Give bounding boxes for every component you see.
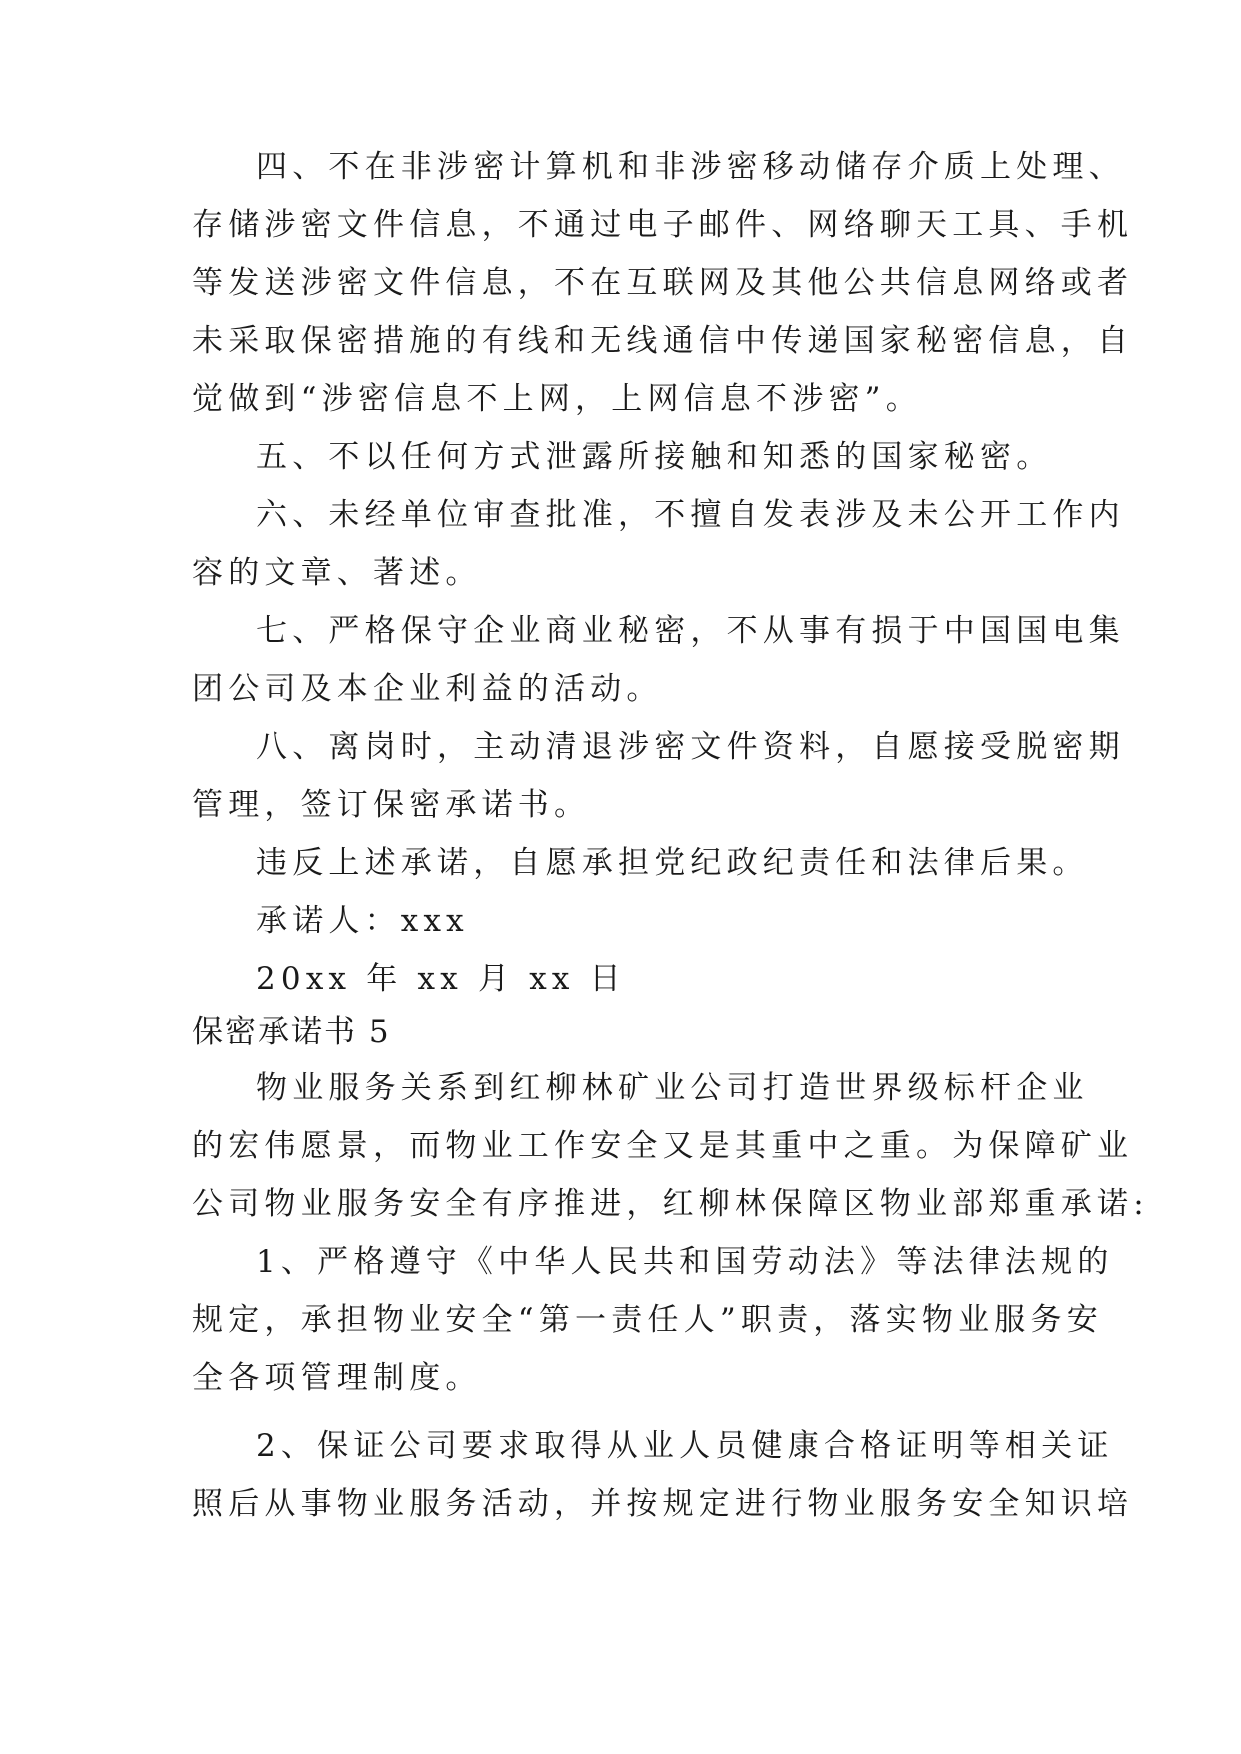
paragraph-line: 1、严格遵守《中华人民共和国劳动法》等法律法规的 — [256, 1244, 1114, 1280]
paragraph-line: 公司物业服务安全有序推进，红柳林保障区物业部郑重承诺: — [192, 1186, 1149, 1222]
paragraph-line: 等发送涉密文件信息，不在互联网及其他公共信息网络或者 — [192, 265, 1134, 301]
paragraph-line: 六、未经单位审查批准，不擅自发表涉及未公开工作内 — [256, 497, 1125, 533]
paragraph-line: 五、不以任何方式泄露所接触和知悉的国家秘密。 — [256, 439, 1053, 475]
signer-line: 承诺人：xxx — [256, 903, 469, 939]
paragraph-line: 存储涉密文件信息，不通过电子邮件、网络聊天工具、手机 — [192, 207, 1134, 243]
paragraph-line: 容的文章、著述。 — [192, 555, 482, 591]
paragraph-line: 违反上述承诺，自愿承担党纪政纪责任和法律后果。 — [256, 845, 1089, 881]
paragraph-line: 未采取保密措施的有线和无线通信中传递国家秘密信息，自 — [192, 323, 1134, 359]
paragraph-line: 八、离岗时，主动清退涉密文件资料，自愿接受脱密期 — [256, 729, 1125, 765]
paragraph-line: 团公司及本企业利益的活动。 — [192, 671, 663, 707]
date-line: 20xx 年 xx 月 xx 日 — [256, 961, 626, 997]
paragraph-line: 的宏伟愿景，而物业工作安全又是其重中之重。为保障矿业 — [192, 1128, 1134, 1164]
paragraph-line: 管理，签订保密承诺书。 — [192, 787, 591, 823]
paragraph-line: 2、保证公司要求取得从业人员健康合格证明等相关证 — [256, 1428, 1114, 1464]
paragraph-line: 物业服务关系到红柳林矿业公司打造世界级标杆企业 — [256, 1070, 1089, 1106]
paragraph-line: 照后从事物业服务活动，并按规定进行物业服务安全知识培 — [192, 1486, 1134, 1522]
paragraph-line: 规定，承担物业安全“第一责任人”职责，落实物业服务安 — [192, 1302, 1103, 1338]
paragraph-line: 七、严格保守企业商业秘密，不从事有损于中国国电集 — [256, 613, 1125, 649]
paragraph-line: 全各项管理制度。 — [192, 1360, 482, 1396]
paragraph-line: 四、不在非涉密计算机和非涉密移动储存介质上处理、 — [256, 149, 1125, 185]
paragraph-line: 觉做到“涉密信息不上网，上网信息不涉密”。 — [192, 381, 922, 417]
section-heading: 保密承诺书 5 — [192, 1014, 391, 1050]
